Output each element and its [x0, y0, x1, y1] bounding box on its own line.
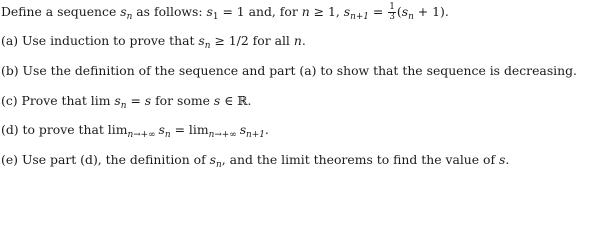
text: (	[396, 3, 402, 19]
math-var: s	[239, 122, 247, 137]
text: + 1).	[413, 3, 449, 19]
part-c	[1, 93, 252, 112]
math-var: n	[293, 33, 302, 48]
text: ≥ 1/2 for all	[210, 33, 294, 48]
fraction-denominator: 3	[389, 11, 395, 22]
fraction	[388, 3, 396, 22]
math-var: s	[114, 93, 121, 108]
text: (c) Prove that lim	[1, 93, 115, 108]
math-sub: n	[216, 160, 222, 171]
part-e	[1, 152, 510, 171]
math-var: s	[120, 3, 127, 19]
math-var: s	[213, 93, 221, 108]
part-b	[1, 63, 577, 79]
text: (a) Use induction to prove that	[1, 33, 199, 48]
fraction-numerator: 1	[389, 2, 395, 12]
math-var: s	[499, 152, 506, 167]
text: .	[264, 122, 269, 137]
text: =	[368, 3, 388, 19]
text: as follows:	[132, 3, 207, 19]
math-var: s	[343, 3, 351, 19]
text: .	[301, 33, 306, 48]
text: = lim	[170, 122, 209, 137]
math-var: s	[209, 152, 217, 167]
text: .	[505, 152, 510, 167]
text: (d) to prove that lim	[1, 122, 128, 137]
part-d	[1, 122, 269, 141]
text: ≥ 1,	[309, 3, 344, 19]
text: for some	[151, 93, 214, 108]
text: = 1 and, for	[218, 3, 302, 19]
math-var: s	[401, 3, 409, 19]
text: =	[126, 93, 145, 108]
text: , and the limit theorems to find the value of	[221, 152, 500, 167]
text: Define a sequence	[1, 3, 121, 19]
math-var: n	[301, 3, 310, 19]
math-sub: n	[204, 41, 211, 52]
math-var: s	[144, 93, 152, 108]
text: ∈ ℝ.	[220, 93, 252, 108]
text: (b) Use the definition of the sequence and part (a) to show that the sequence is decreasing.	[1, 63, 577, 78]
math-sub: n+1	[350, 12, 369, 23]
math-var: s	[206, 3, 213, 19]
text: (e) Use part (d), the definition of	[1, 152, 210, 167]
math-sub: 1	[212, 12, 219, 23]
math-var: s	[158, 122, 165, 137]
math-sub: n	[126, 12, 133, 23]
math-sub: n	[164, 130, 171, 141]
math-sub: n	[120, 101, 127, 112]
math-sub: n→+∞	[208, 130, 237, 141]
math-sub: n+1	[246, 130, 265, 141]
math-sub: n	[408, 12, 414, 23]
sequence-definition	[1, 3, 449, 22]
math-var: s	[198, 33, 205, 48]
part-a	[1, 33, 306, 52]
math-sub: n→+∞	[127, 130, 156, 141]
